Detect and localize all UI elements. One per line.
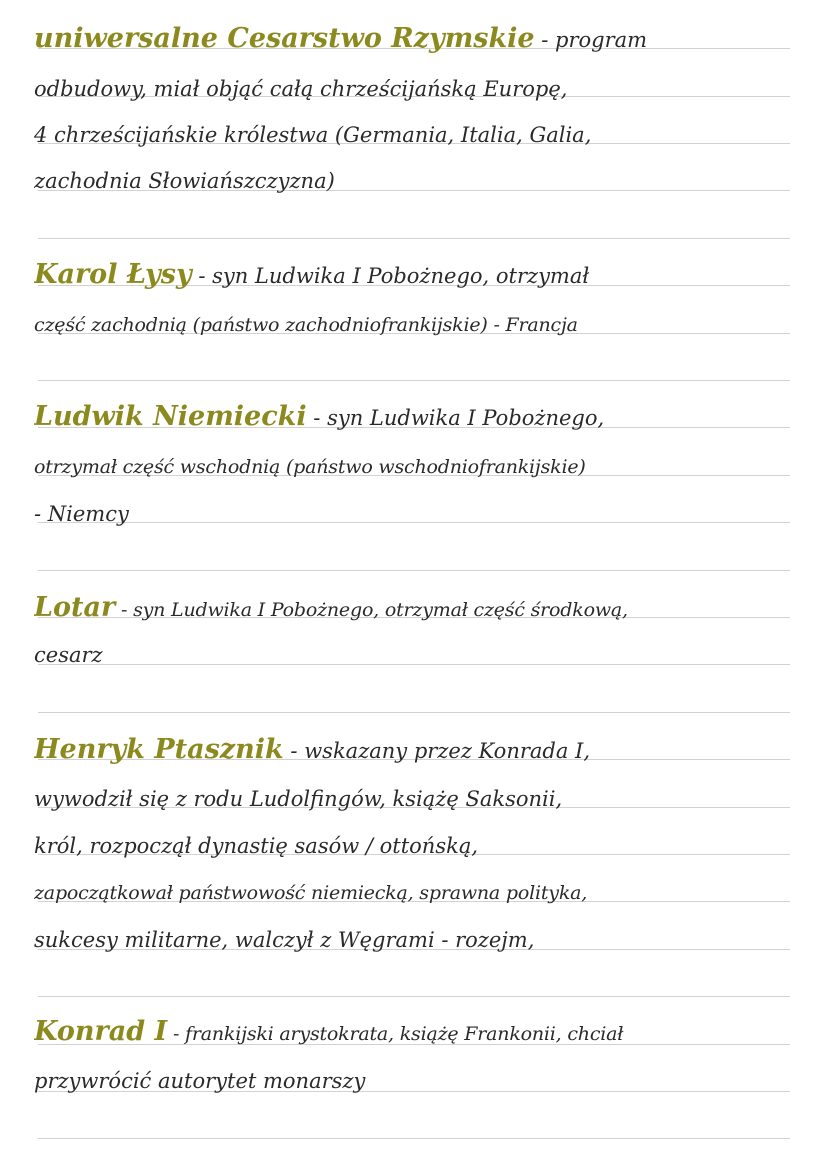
entry-text: cesarz: [34, 643, 103, 667]
entry-text: otrzymał część wschodnią (państwo wschodniofrankijskie): [34, 456, 586, 478]
entry-text: wywodził się z rodu Ludolfingów, książę Saksonii,: [34, 787, 563, 811]
entry-text: król, rozpoczął dynastię sasów / ottońską,: [34, 834, 479, 858]
entry-text: przywrócić autorytet monarszy: [34, 1069, 366, 1093]
entry-5-line-2: [34, 782, 824, 816]
term-heading: Karol Łysy: [34, 259, 192, 290]
entry-3-line-1: [34, 400, 824, 434]
entry-1-line-2: [34, 72, 824, 106]
entry-text: - program: [534, 28, 648, 52]
term-heading: Konrad I: [34, 1016, 168, 1047]
ruled-line: [38, 570, 790, 571]
entry-6-line-1: [34, 1015, 824, 1049]
entry-text: - frankijski arystokrata, książę Frankonii, chciał: [167, 1023, 624, 1045]
entry-2-line-1: [34, 258, 824, 292]
entry-text: zapoczątkował państwowość niemiecką, sprawna polityka,: [34, 882, 588, 904]
entry-text: - wskazany przez Konrada I,: [283, 739, 591, 763]
entry-text: - Niemcy: [34, 502, 129, 526]
entry-5-line-3: [34, 829, 824, 863]
entry-5-line-1: [34, 733, 824, 767]
entry-text: sukcesy militarne, walczył z Węgrami - rozejm,: [34, 928, 535, 952]
entry-2-line-2: [34, 308, 824, 342]
entry-3-line-3: [34, 497, 824, 531]
term-heading: Henryk Ptasznik: [34, 734, 284, 765]
entry-1-line-3: [34, 118, 824, 152]
entry-3-line-2: [34, 450, 824, 484]
ruled-line: [38, 996, 790, 997]
entry-text: część zachodnią (państwo zachodniofrankijskie) - Francja: [34, 314, 578, 336]
entry-text: zachodnia Słowiańszczyzna): [34, 169, 335, 193]
entry-text: 4 chrześcijańskie królestwa (Germania, Italia, Galia,: [34, 123, 592, 147]
entry-1-line-1: [34, 22, 824, 56]
term-heading: Lotar: [34, 592, 116, 623]
ruled-line: [38, 712, 790, 713]
ruled-line: [38, 380, 790, 381]
entry-text: - syn Ludwika I Pobożnego, otrzymał: [191, 264, 590, 288]
term-heading: Ludwik Niemiecki: [34, 401, 307, 432]
ruled-line: [38, 1138, 790, 1139]
entry-5-line-5: [34, 923, 824, 957]
entry-6-line-2: [34, 1064, 824, 1098]
entry-4-line-2: [34, 638, 824, 672]
entry-text: - syn Ludwika I Pobożnego,: [306, 406, 605, 430]
entry-1-line-4: [34, 164, 824, 198]
ruled-line: [38, 238, 790, 239]
entry-5-line-4: [34, 876, 824, 910]
term-heading: uniwersalne Cesarstwo Rzymskie: [34, 23, 535, 54]
entry-4-line-1: [34, 591, 824, 625]
entry-text: - syn Ludwika I Pobożnego, otrzymał część środkową,: [115, 599, 628, 621]
entry-text: odbudowy, miał objąć całą chrześcijańską Europę,: [34, 77, 568, 101]
